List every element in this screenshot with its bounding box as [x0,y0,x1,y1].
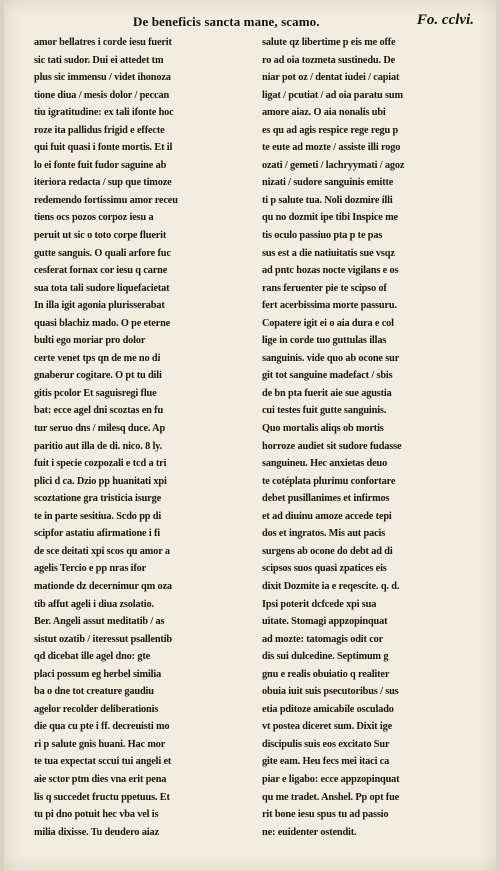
text-line: et ad diuinu amoze accede tepi [262,510,392,522]
text-line: scoztatione gra tristicia isurge [34,493,162,505]
text-line: ad pntc hozas nocte vigilans e os [262,265,399,277]
text-line: lige in corde tuo guttulas illas [262,335,387,347]
text-line: bulti ego moriar pro dolor [34,335,146,347]
text-line: tione diua / mesis dolor / peccan [34,89,170,101]
text-line: sistut ozatib / iteressut psallentib [34,633,173,645]
text-line: gnu e realis obuiatio q realiter [262,668,390,680]
text-line: ti p salute tua. Noli dozmire illi [262,194,393,206]
text-line: sus est a die natiuitatis sue vsqz [262,247,395,259]
text-line: gitis pcolor Et saguisregi flue [34,387,157,399]
text-line: placi possum eg herbel similia [34,668,162,680]
text-line: tu pi dno potuit hec vba vel is [34,809,159,821]
text-line: qu no dozmit ipe tibi Inspice me [262,212,398,224]
text-line: tiu igratitudine: ex tali ifonte hoc [34,107,174,119]
text-line: dixit Dozmite ia e reqescite. q. d. [262,580,400,592]
text-line: roze ita pallidus frigid e effecte [34,124,165,136]
text-line: sanguineu. Hec anxietas deuo [262,458,388,470]
text-line: te in parte sesitiua. Scdo pp di [34,510,162,522]
text-line: te eute ad mozte / assiste illi rogo [262,142,401,154]
text-line: amore aiaz. O aia nonalis ubi [262,107,386,119]
text-line: lis q succedet fructu ppetuus. Et [34,791,170,803]
text-line: gutte sanguis. O quali arfore fuc [34,247,171,259]
text-line: ozati / gemeti / lachryymati / agoz [262,159,405,171]
text-line: ba o dne tot creature gaudiu [34,686,154,698]
text-line: plus sic immensu / videt ihonoza [34,72,171,84]
text-line: qd dicebat ille agel dno: gte [34,651,151,663]
text-line: scipfor astatiu afirmatione i fi [34,528,160,540]
text-line: vt postea diceret sum. Dixit ige [262,721,392,733]
text-line: Ipsi poterit dcfcede xpi sua [262,598,377,610]
text-line: debet pusillanimes et infirmos [262,493,390,505]
text-line: quasi blachiz mado. O pe eterne [34,317,171,329]
text-line: fuit i specie cozpozali e tcd a tri [34,458,167,470]
text-line: de sce deitati xpi scos qu amor a [34,545,170,557]
text-line: sic tati sudor. Dui ei attedet tm [34,54,164,66]
text-line: tis oculo passiuo pta p te pas [262,230,383,242]
text-line: tiens ocs pozos corpoz iesu a [34,212,154,224]
text-line: cesferat fornax cor iesu q carne [34,265,168,277]
text-line: fert acerbissima morte passuru. [262,300,397,312]
text-line: sua tota tali sudore liquefacietat [34,282,170,294]
text-line: agelor recolder deliberationis [34,703,159,715]
text-line: tib affut ageli i diua zsolatio. [34,598,154,610]
text-line: ad mozte: tatomagis odit cor [262,633,384,645]
left-text-column [34,34,242,841]
text-line: te cotéplata plurimu confortare [262,475,396,487]
text-line: cui testes fuit gutte sanguinis. [262,405,387,417]
text-line: mationde dz decernimur qm oza [34,580,172,592]
running-title: De beneficis sancta mane, scamo. [133,14,320,29]
text-line: es qu ad agis respice rege regu p [262,124,399,136]
text-line: obuia iuit suis psecutoribus / sus [262,686,399,698]
text-line: plici d ca. Dzio pp huanitati xpi [34,475,167,487]
text-line: Copatere igit ei o aia dura e col [262,317,394,329]
text-line: gnaberur cogitare. O pt tu dili [34,370,162,382]
text-line: discipulis suis eos excitato Sur [262,738,390,750]
text-line: milia dixisse. Tu deudero aiaz [34,826,159,838]
text-line: ri p salute gnis huani. Hac mor [34,738,166,750]
text-line: rans feruenter pie te scipso of [262,282,387,294]
text-line: dos et ingratos. Mis aut pacis [262,528,386,540]
text-line: ro ad oia tozmeta sustinedu. De [262,54,396,66]
text-line: scipsos suos quasi zpatices eis [262,563,387,575]
text-line: peruit ut sic o toto corpe fluerit [34,230,167,242]
text-line: Ber. Angeli assut meditatib / as [34,616,165,628]
text-line: uitate. Stomagi appzopinquat [262,616,388,628]
text-line: In illa igit agonia plurisserabat [34,300,165,312]
text-line: certe venet tps qn de me no di [34,352,161,364]
book-page [4,0,496,871]
text-line: qui fuit quasi i fonte mortis. Et il [34,142,173,154]
text-line: dis sui dulcedine. Septimum g [262,651,389,663]
text-line: paritio aut illa de di. nico. 8 ly. [34,440,163,452]
text-line: ne: euidenter ostendit. [262,826,357,838]
text-line: rit bone iesu spus tu ad passio [262,809,389,821]
text-line: redemendo fortissimu amor receu [34,194,178,206]
text-line: bat: ecce agel dni scoztas en fu [34,405,164,417]
text-line: sanguinis. vide quo ab ocone sur [262,352,400,364]
text-line: te tua expectat sccui tui angeli et [34,756,172,768]
text-line: niar pot oz / dentat iudei / capiat [262,72,400,84]
text-line: aie sctor ptm dies vna erit pena [34,773,167,785]
text-line: qu me tradet. Anshel. Pp opt fue [262,791,400,803]
text-line: piar e ligabo: ecce appzopinquat [262,773,400,785]
text-line: horroze audiet sit sudore fudasse [262,440,402,452]
right-text-column [262,34,470,841]
text-line: de bn pta fuerit aie sue agustia [262,387,392,399]
page-header [28,8,474,34]
text-line: lo ei fonte fuit fudor saguine ab [34,159,167,171]
text-line: git tot sanguine madefact / sbis [262,370,393,382]
text-line: nizati / sudore sanguinis emitte [262,177,394,189]
text-line: gite eam. Heu fecs mei itaci ca [262,756,390,768]
text-line: ligat / pcutiat / ad oia paratu sum [262,89,403,101]
text-line: surgens ab ocone do debt ad di [262,545,393,557]
text-line: iteriora redacta / sup que timoze [34,177,172,189]
text-line: die qua cu pte i ff. decreuisti mo [34,721,170,733]
text-line: tur seruo dns / milesq duce. Ap [34,423,166,435]
text-line: agelis Tercio e pp nras ifor [34,563,147,575]
text-line: amor bellatres i corde iesu fuerit [34,37,172,48]
text-line: salute qz libertime p eis me offe [262,37,396,48]
text-line: etia pditoze amicabile osculado [262,703,394,715]
folio-number: Fo. cclvi. [416,12,474,28]
text-line: Quo mortalis aliqs ob mortis [262,423,384,435]
